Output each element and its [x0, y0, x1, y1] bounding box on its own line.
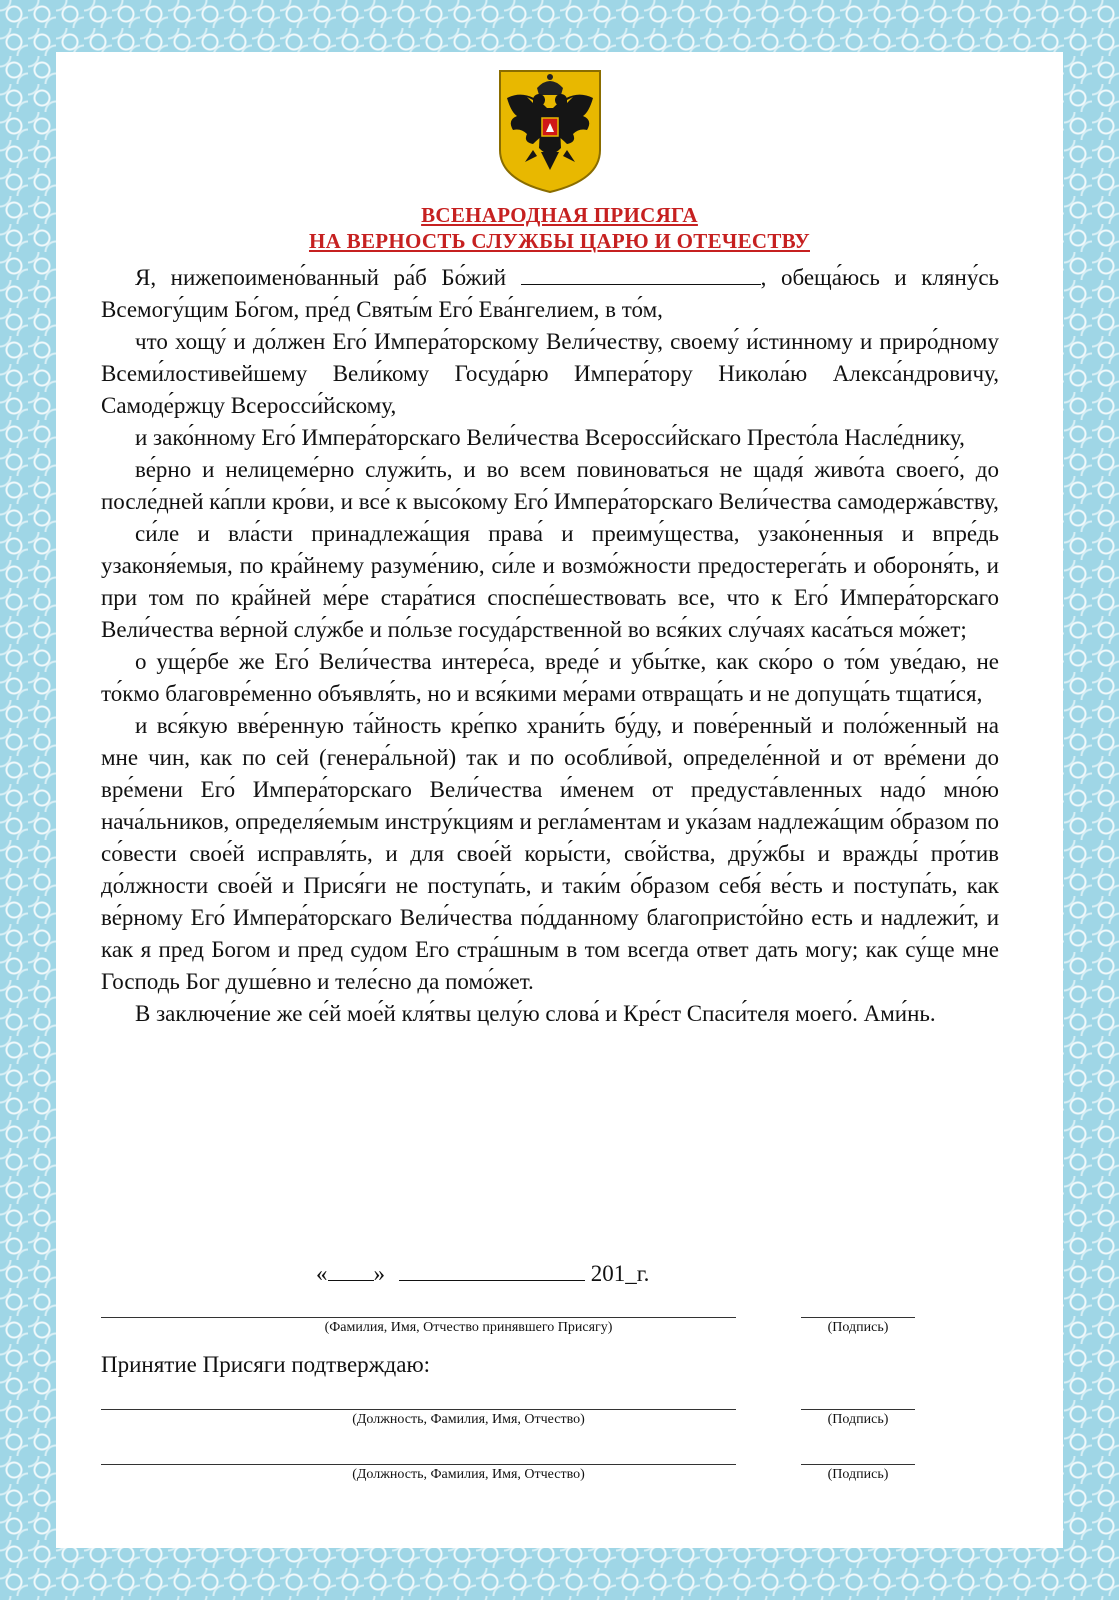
date-day-field[interactable]: [328, 1258, 374, 1281]
official-signature-line-1[interactable]: [801, 1409, 915, 1410]
oath-taker-name-line[interactable]: [101, 1317, 736, 1318]
title-line-2: НА ВЕРНОСТЬ СЛУЖБЫ ЦАРЮ И ОТЕЧЕСТВУ: [308, 229, 810, 253]
signature-caption: (Подпись): [827, 1320, 889, 1335]
oath-text: [101, 262, 999, 1030]
date-line: [316, 1258, 649, 1287]
oath-title: [56, 202, 1063, 254]
confirm-label: Принятие Присяги подтверждаю:: [101, 1352, 431, 1377]
oath-paragraph: си́ле и вла́сти принадлежа́щия права́ и преиму́щества, узако́ненныя и впре́дь узаконя́емыя, по кра́йнему разуме́нию, си́ле и возмо́жности предостерега́ть и обороня́ть, и при том по кра́йней ме́ре стара́тися споспе́шествовать все, что к Его́ Импера́торскаго Вели́чества ве́рной слу́жбе и по́льзе госуда́рственной во вся́ких слу́чаях каса́ться мо́жет;: [101, 521, 999, 642]
oath-sheet: [56, 52, 1063, 1548]
oath-paragraph: что хощу́ и до́лжен Его́ Импера́торскому Вели́честву, своему́ и́стинному и приро́дному Всеми́лостивейшему Вели́кому Госуда́рю Импера́тору Никола́ю Алекса́ндровичу, Самоде́ржцу Всеросси́йскому,: [101, 329, 999, 418]
official-name-line-1[interactable]: [101, 1409, 736, 1410]
signature-caption: (Подпись): [827, 1467, 889, 1482]
oath-paragraph: о уще́рбе же Его́ Вели́чества интере́са, вреде́ и убы́тке, как ско́ро о то́м уве́даю, не то́кмо благовре́менно объявля́ть, но и вся́кими ме́рами отвраща́ть и не допуща́ть тщати́ся,: [101, 649, 999, 706]
oath-paragraph: В заключе́ние же се́й мое́й кля́твы целу́ю слова́ и Кре́ст Спаси́теля моего́. Ами́нь.: [135, 1001, 936, 1026]
oath-intro-start: Я, нижепоимено́ванный ра́б Бо́жий: [135, 265, 507, 290]
official-name-line-2[interactable]: [101, 1464, 736, 1465]
oath-paragraph: и вся́кую вве́ренную та́йность кре́пко храни́ть бу́ду, и пове́ренный и поло́женный на мне чин, как по сей (генера́льной) так и по особли́вой, определе́нной и от вре́мени до вре́мени Его́ Импера́торскаго Вели́чества и́менем от предуста́вленных надо́ мно́ю нача́льников, определя́емым инстру́кциям и регла́ментам и ука́зам надлежа́щим о́бразом по со́вести свое́й исправля́ть, и для свое́й коры́сти, сво́йства, дру́жбы и вражды́ про́тив до́лжности свое́й и Прися́ги не поступа́ть, и таки́м о́бразом себя́ ве́сть и поступа́ть, как ве́рному Его́ Импера́торскаго Вели́чества по́дданному благопристо́йно есть и надлежи́т, и как я пред Богом и пред судом Его стра́шным в том всегда ответ дать могу; как су́ще мне Господь Бог душе́вно и теле́сно да помо́жет.: [101, 713, 999, 994]
oath-taker-signature-line[interactable]: [801, 1317, 915, 1318]
date-close-quote: »: [373, 1261, 385, 1286]
oath-taker-caption: (Фамилия, Имя, Отчество принявшего Присягу): [324, 1320, 613, 1335]
signature-caption: (Подпись): [827, 1412, 889, 1427]
name-blank-field[interactable]: [521, 262, 761, 285]
oath-intro: [101, 262, 999, 326]
date-month-field[interactable]: [399, 1258, 585, 1281]
official-caption-2: (Должность, Фамилия, Имя, Отчество): [352, 1467, 585, 1482]
official-caption-1: (Должность, Фамилия, Имя, Отчество): [352, 1412, 585, 1427]
oath-paragraph: ве́рно и нелицеме́рно служи́ть, и во всем повиноваться не щадя́ живо́та своего́, до после́дней ка́пли кро́ви, и все́ к высо́кому Его́ Импера́торскаго Вели́чества самодержа́вству,: [101, 457, 999, 514]
official-signature-line-2[interactable]: [801, 1464, 915, 1465]
oath-intro-end: , обеща́юсь и кляну́сь Всемогу́щим Бо́гом, пре́д Святы́м Его́ Ева́нгелием, в то́м,: [101, 265, 1000, 322]
coat-of-arms-icon: [497, 68, 603, 194]
oath-paragraph: и зако́нному Его́ Импера́торскаго Вели́чества Всеросси́йскаго Престо́ла Насле́днику,: [135, 425, 965, 450]
date-open-quote: «: [316, 1261, 328, 1286]
title-line-1: ВСЕНАРОДНАЯ ПРИСЯГА: [421, 203, 698, 227]
date-year: 201_г.: [590, 1261, 650, 1286]
